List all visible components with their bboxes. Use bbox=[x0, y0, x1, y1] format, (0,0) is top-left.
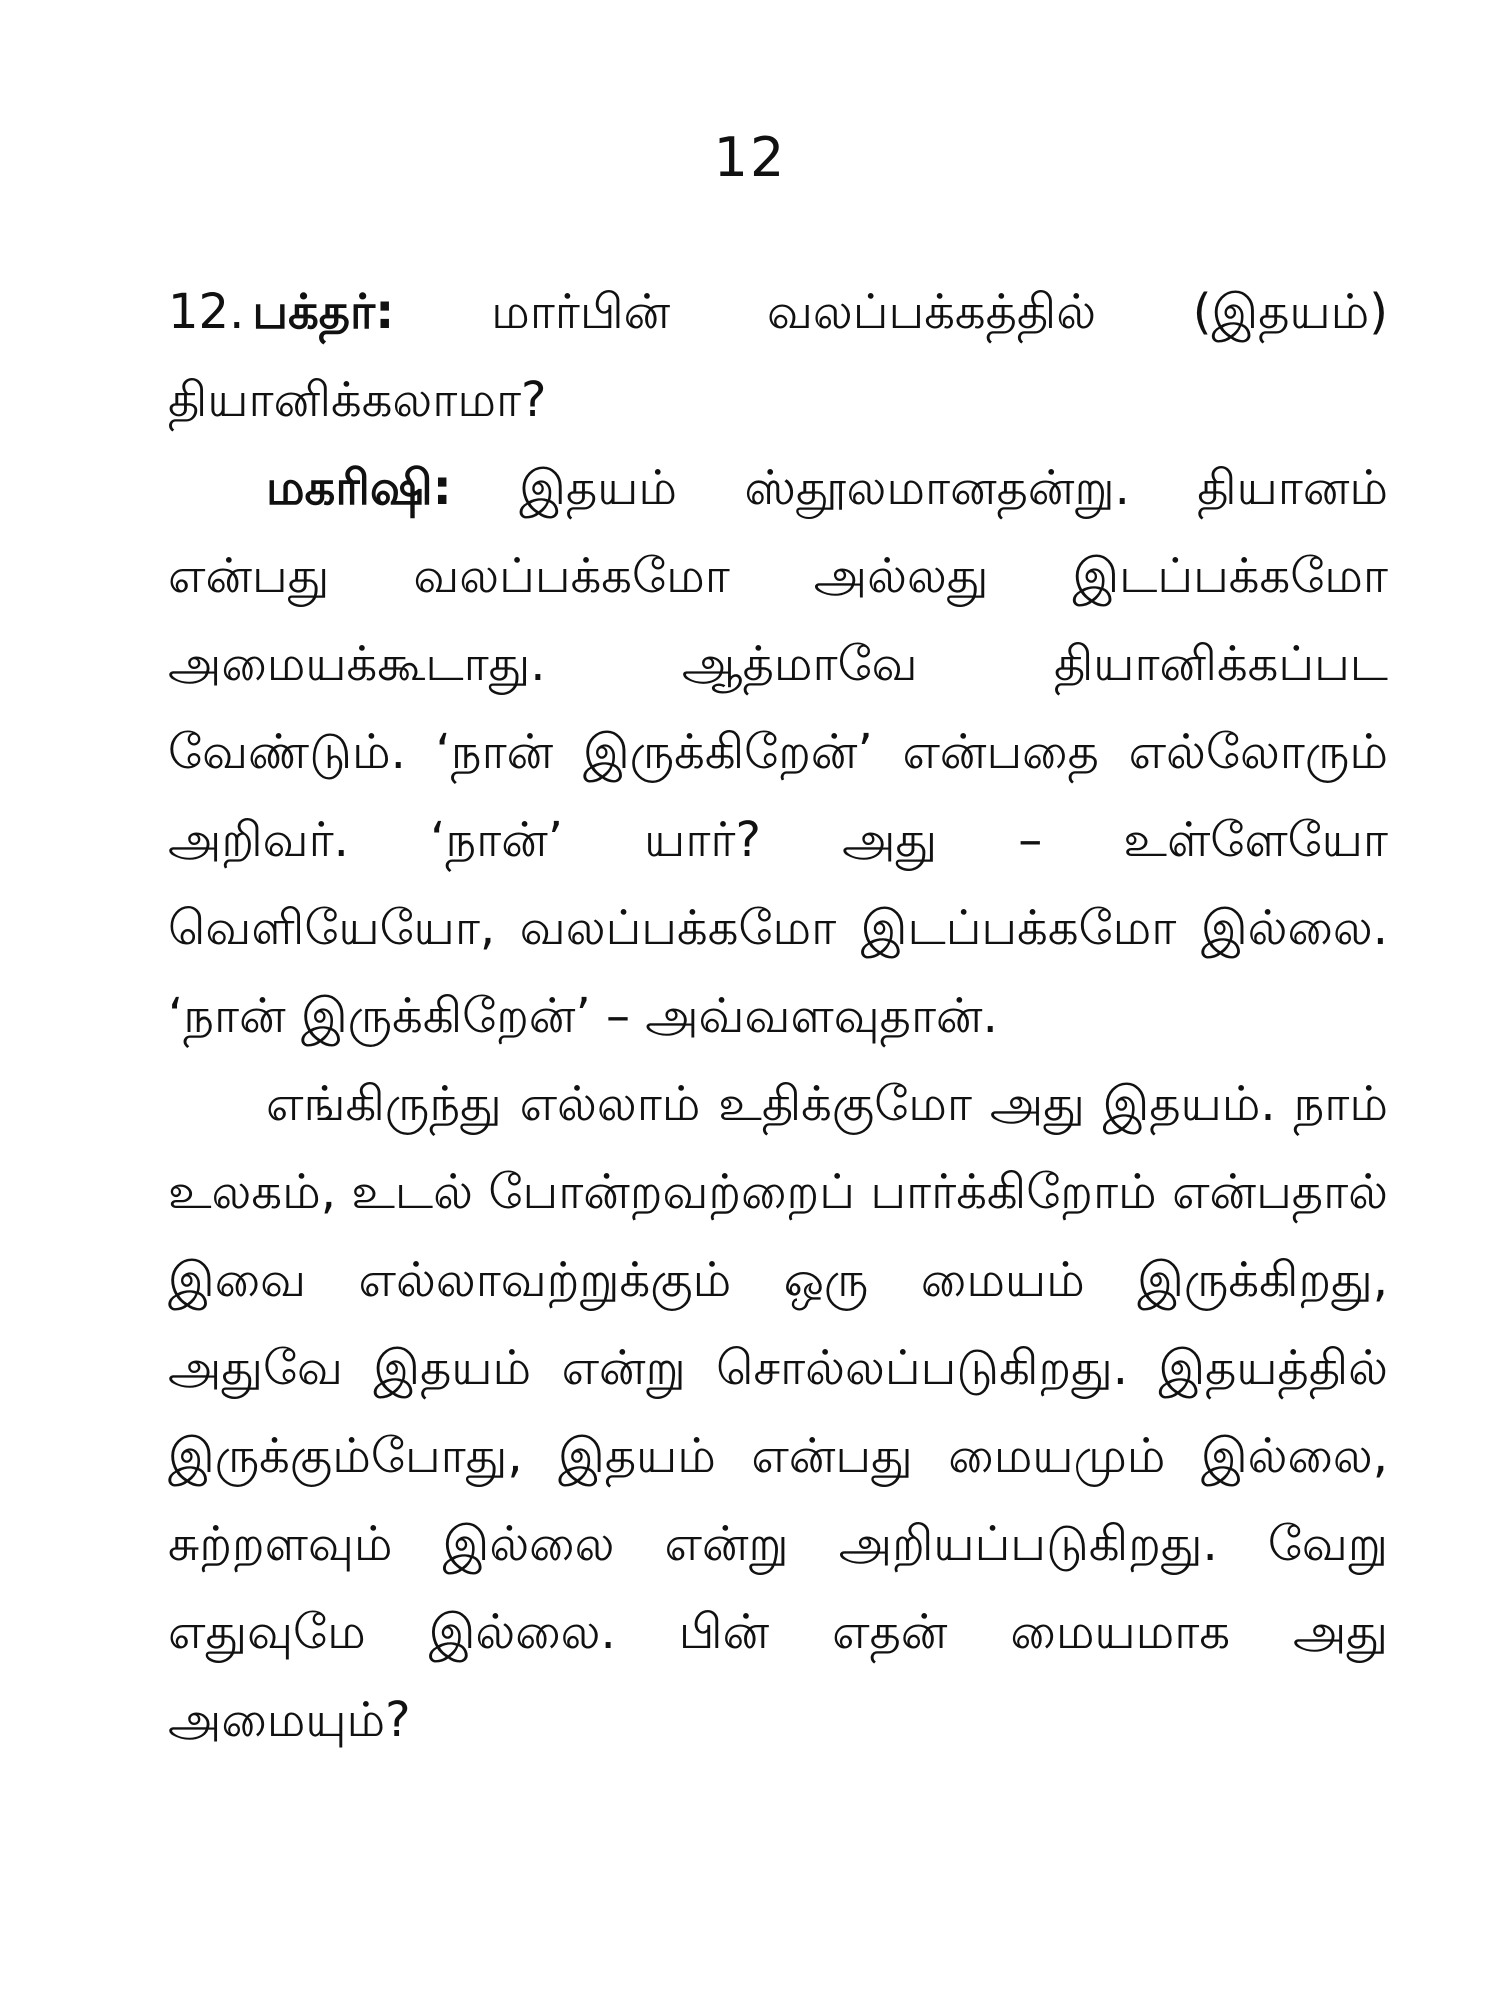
page-number: 12 bbox=[713, 126, 787, 189]
question-number: 12. bbox=[168, 284, 245, 340]
answer-speaker: மகரிஷி: bbox=[266, 460, 452, 516]
answer-paragraph bbox=[168, 444, 1388, 1060]
question-text: மார்பின் வலப்பக்கத்தில் (இதயம்) தியானிக்கலாமா? bbox=[168, 284, 1388, 428]
question-speaker: பக்தர்: bbox=[252, 284, 395, 340]
question-paragraph bbox=[168, 268, 1388, 444]
heart-paragraph: எங்கிருந்து எல்லாம் உதிக்குமோ அது இதயம். நாம் உலகம், உடல் போன்றவற்றைப் பார்க்கிறோம் என்பதால் இவை எல்லாவற்றுக்கும் ஒரு மையம் இருக்கிறது, அதுவே இதயம் என்று சொல்லப்படுகிறது. இதயத்தில் இருக்கும்போது, இதயம் என்பது மையமும் இல்லை, சுற்றளவும் இல்லை என்று அறியப்படுகிறது. வேறு எதுவுமே இல்லை. பின் எதன் மையமாக அது அமையும்? bbox=[168, 1076, 1388, 1748]
page-body bbox=[168, 268, 1388, 1764]
answer-text: இதயம் ஸ்தூலமானதன்று. தியானம் என்பது வலப்பக்கமோ அல்லது இடப்பக்கமோ அமையக்கூடாது. ஆத்மாவே தியானிக்கப்பட வேண்டும். ‘நான் இருக்கிறேன்’ என்பதை எல்லோரும் அறிவர். ‘நான்’ யார்? அது – உள்ளேயோ வெளியேயோ, வலப்பக்கமோ இடப்பக்கமோ இல்லை. ‘நான் இருக்கிறேன்’ – அவ்வளவுதான். bbox=[168, 460, 1388, 1044]
